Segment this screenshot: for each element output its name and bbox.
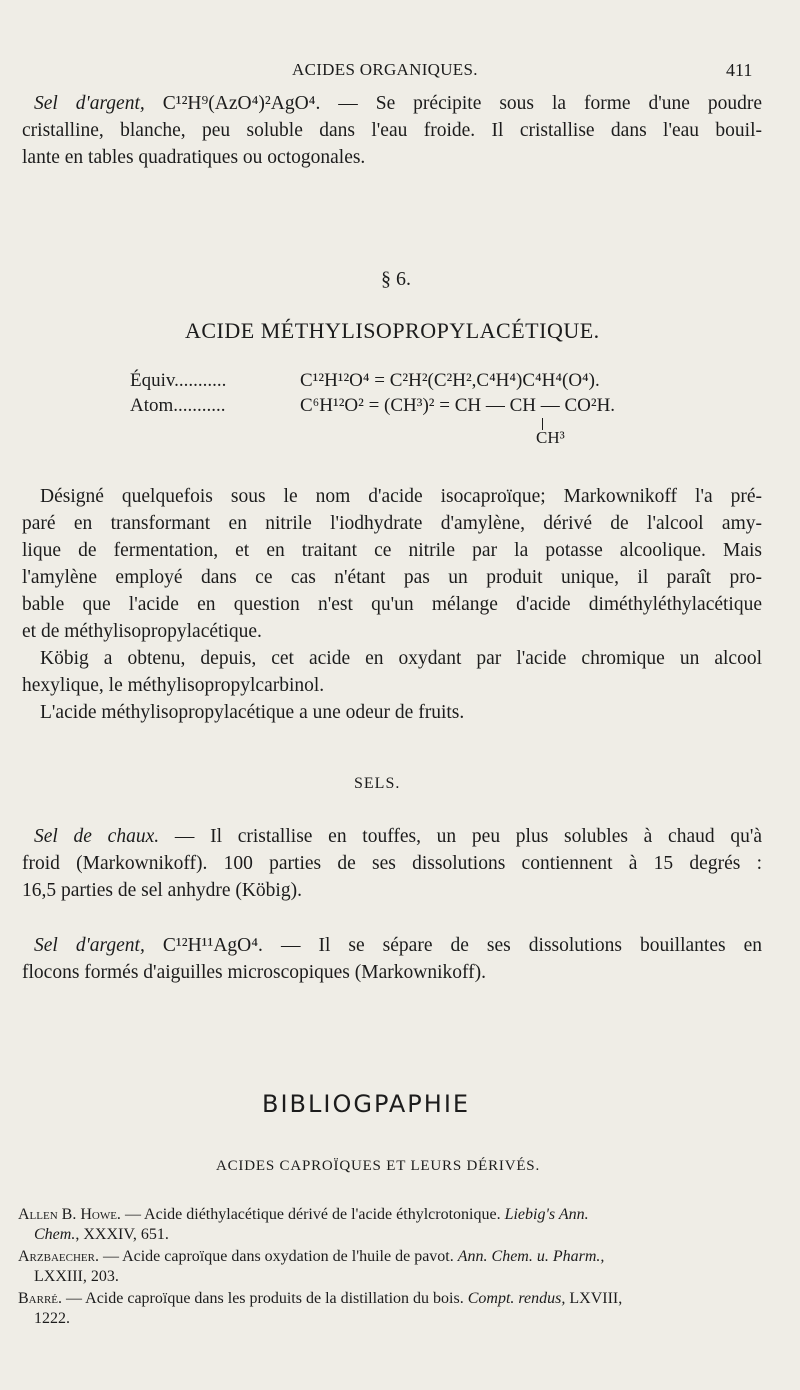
kobig-paragraph	[22, 645, 762, 699]
paragraph-line: lique de fermentation, et en traitant ce nitrile par la potasse alcoolique. Mais	[22, 540, 762, 561]
ref-journal: Ann. Chem. u. Pharm.,	[457, 1248, 605, 1265]
paragraph-lead: Sel d'argent,	[34, 935, 145, 956]
ref-author: Arzbaecher.	[18, 1248, 99, 1265]
running-header: ACIDES ORGANIQUES.	[292, 60, 478, 79]
paragraph-line: hexylique, le méthylisopropylcarbinol.	[22, 675, 325, 696]
paragraph-line: l'amylène employé dans ce cas n'étant pas un produit unique, il paraît pro-	[22, 567, 762, 588]
bibliography-subtitle: ACIDES CAPROÏQUES ET LEURS DÉRIVÉS.	[216, 1158, 540, 1174]
sel-chaux-paragraph	[22, 823, 762, 904]
atom-label: Atom...........	[130, 395, 226, 416]
equiv-label: Équiv...........	[130, 370, 227, 391]
odeur-paragraph	[22, 699, 762, 726]
paragraph-line: flocons formés d'aiguilles microscopiques (Markownikoff).	[22, 962, 487, 983]
sel-argent-paragraph	[22, 90, 762, 171]
paragraph-line: Köbig a obtenu, depuis, cet acide en oxydant par l'acide chromique un alcool	[40, 648, 762, 669]
page-number: 411	[726, 60, 753, 80]
atom-formula: C⁶H¹²O² = (CH³)² = CH — CH — CO²H.	[300, 395, 616, 416]
paragraph-line: Sel d'argent, C¹²H⁹(AzO⁴)²AgO⁴. — Se précipite sous la forme d'une poudre	[34, 93, 762, 114]
paragraph-line: lante en tables quadratiques ou octogonales.	[22, 147, 366, 168]
paragraph-line: Sel de chaux. — Il cristallise en touffes, un peu plus solubles à chaud qu'à	[34, 826, 762, 847]
paragraph-line: cristalline, blanche, peu soluble dans l'eau froide. Il cristallise dans l'eau bouil-	[22, 120, 762, 141]
paragraph-line: et de méthylisopropylacétique.	[22, 621, 262, 642]
paragraph-line: Sel d'argent, C¹²H¹¹AgO⁴. — Il se sépare de ses dissolutions bouillantes en	[34, 935, 762, 956]
ref-journal: Compt. rendus,	[467, 1290, 566, 1307]
section-number: § 6.	[381, 268, 411, 290]
description-paragraph	[22, 483, 762, 645]
paragraph-line: Désigné quelquefois sous le nom d'acide isocaproïque; Markownikoff l'a pré-	[40, 486, 762, 507]
atom-branch: CH³	[536, 428, 565, 447]
paragraph-line: 16,5 parties de sel anhydre (Köbig).	[22, 880, 302, 901]
paragraph-lead: Sel d'argent,	[34, 93, 145, 114]
bibliography-entry: Allen B. Howe. — Acide diéthylacétique dérivé de l'acide éthylcrotonique. Liebig's Ann. Chem., XXXIV, 651.	[18, 1206, 589, 1243]
ref-journal: Liebig's Ann.	[504, 1206, 589, 1223]
paragraph-line: froid (Markownikoff). 100 parties de ses dissolutions contiennent à 15 degrés :	[22, 853, 762, 874]
sel-argent-2-paragraph	[22, 932, 762, 986]
paragraph-lead: Sel de chaux.	[34, 826, 160, 847]
sels-heading: SELS.	[354, 775, 401, 792]
section-title: ACIDE MÉTHYLISOPROPYLACÉTIQUE.	[185, 318, 600, 343]
ref-author: Allen B. Howe.	[18, 1206, 121, 1223]
equiv-formula: C¹²H¹²O⁴ = C²H²(C²H²,C⁴H⁴)C⁴H⁴(O⁴).	[300, 370, 600, 391]
paragraph-line: paré en transformant en nitrile l'iodhydrate d'amylène, dérivé de l'alcool amy-	[22, 513, 762, 534]
bibliography-entry: Arzbaecher. — Acide caproïque dans oxydation de l'huile de pavot. Ann. Chem. u. Pharm., LXXIII, 203.	[18, 1248, 605, 1285]
paragraph-line: L'acide méthylisopropylacétique a une odeur de fruits.	[40, 702, 465, 723]
bibliography-entry: Barré. — Acide caproïque dans les produits de la distillation du bois. Compt. rendus, LXVIII, 1222.	[18, 1290, 623, 1327]
bibliography-title: BIBLIOGPAPHIE	[262, 1090, 471, 1118]
ref-author: Barré.	[18, 1290, 63, 1307]
paragraph-line: bable que l'acide en question n'est qu'un mélange d'acide diméthyléthylacétique	[22, 594, 762, 615]
